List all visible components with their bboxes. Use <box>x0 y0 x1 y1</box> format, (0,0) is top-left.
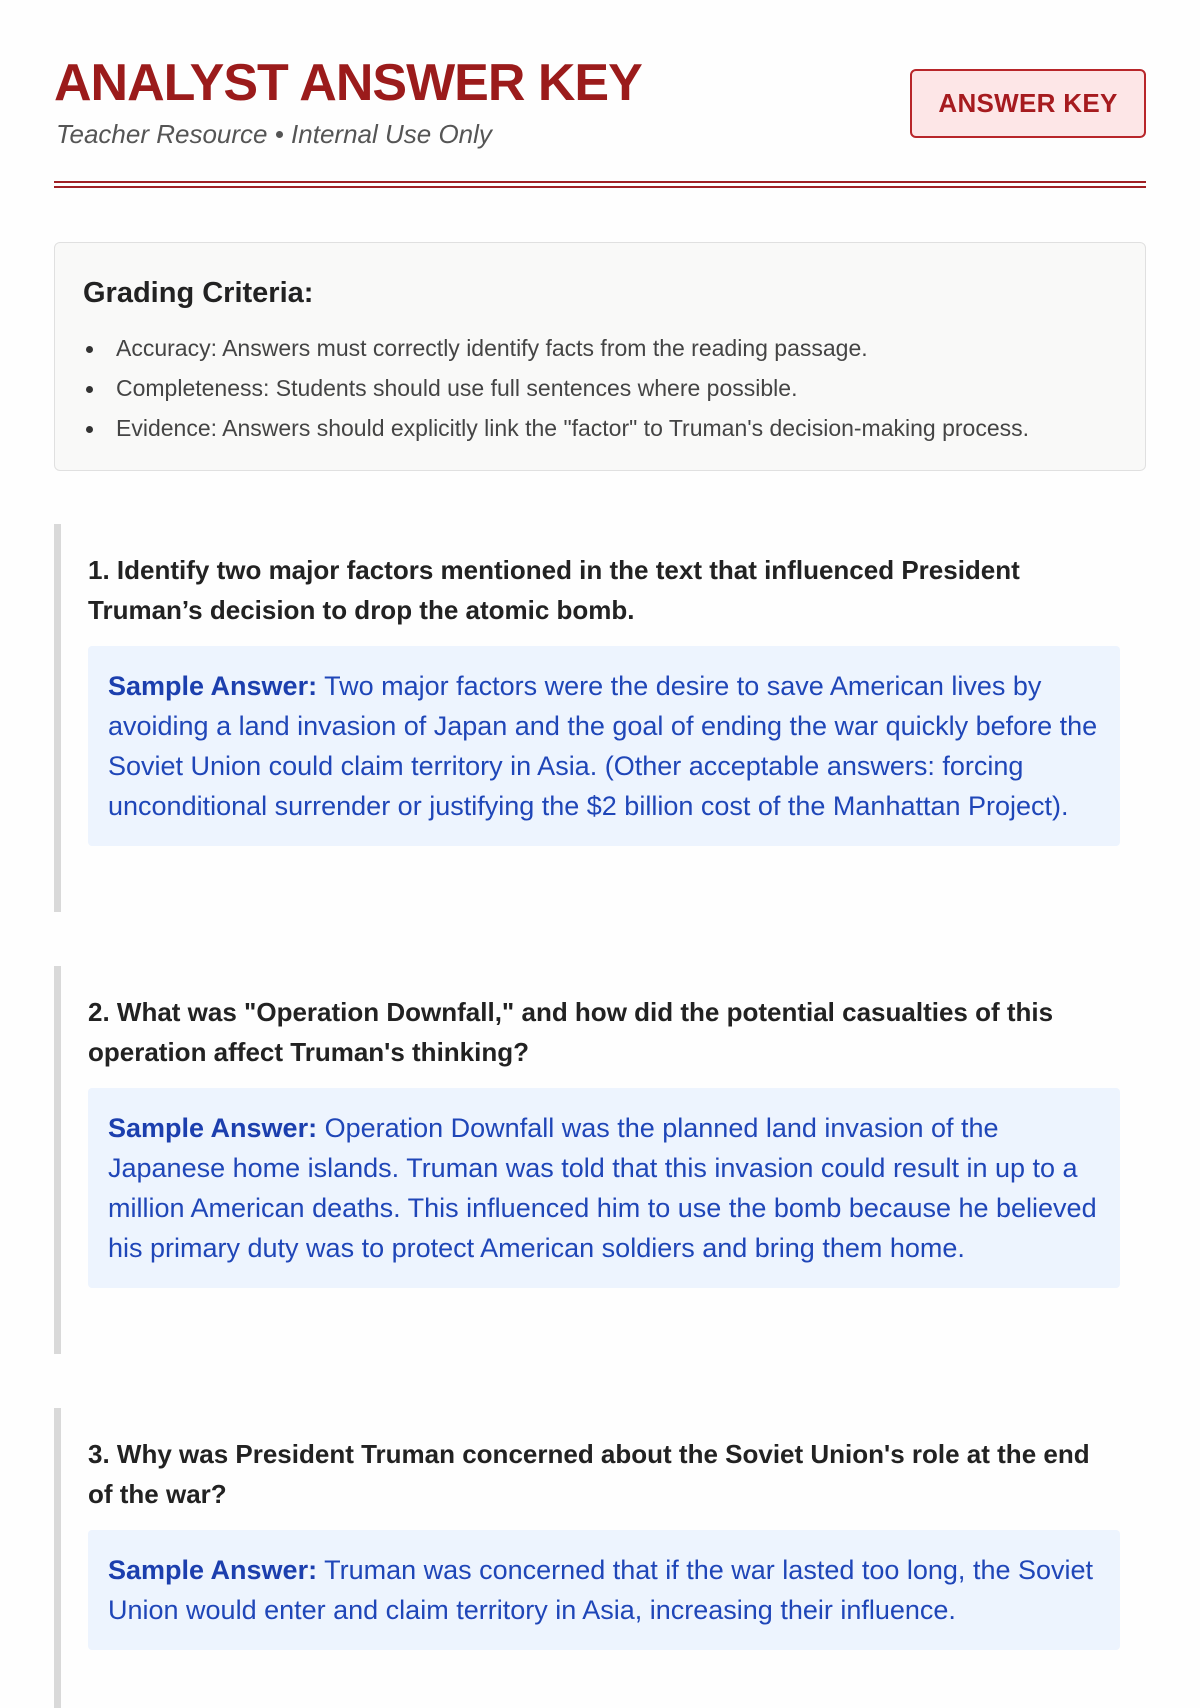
question-text: 3. Why was President Truman concerned about the Soviet Union's role at the end of the war? <box>88 1439 1090 1509</box>
question-block-2 <box>54 966 1146 1354</box>
question-text: 2. What was "Operation Downfall," and how did the potential casualties of this operation affect Truman's thinking? <box>88 997 1054 1067</box>
sample-answer-text: Operation Downfall was the planned land invasion of the Japanese home islands. Truman was told that this invasion could result in up to a million American deaths. This influenced him to use the bomb because he believed his primary duty was to protect American soldiers and bring them home. <box>108 1113 1097 1263</box>
sample-answer-text: Truman was concerned that if the war lasted too long, the Soviet Union would enter and claim territory in Asia, increasing their influence. <box>108 1555 1094 1625</box>
grading-criteria-heading: Grading Criteria: <box>83 277 314 309</box>
criteria-item-accuracy: Accuracy: Answers must correctly identify facts from the reading passage. <box>83 328 1117 368</box>
sample-answer-label: Sample Answer: <box>108 1555 318 1585</box>
page-title: ANALYST ANSWER KEY <box>54 54 642 112</box>
grading-criteria-box <box>54 242 1146 471</box>
sample-answer-text: Two major factors were the desire to save American lives by avoiding a land invasion of Japan and the goal of ending the war quickly before the Soviet Union could claim territory in Asia. (Other acceptable answers: forcing unconditional surrender or justifying the $2 billion cost of the Manhattan Project). <box>108 671 1098 821</box>
page-subtitle: Teacher Resource • Internal Use Only <box>56 119 492 149</box>
sample-answer-box <box>88 1530 1120 1650</box>
grading-criteria-list <box>83 328 1117 448</box>
answer-key-badge: ANSWER KEY <box>910 69 1146 138</box>
sample-answer-box <box>88 646 1120 846</box>
criteria-item-evidence: Evidence: Answers should explicitly link the "factor" to Truman's decision-making process. <box>83 408 1117 448</box>
criteria-item-completeness: Completeness: Students should use full sentences where possible. <box>83 368 1117 408</box>
question-text: 1. Identify two major factors mentioned in the text that influenced President Truman’s decision to drop the atomic bomb. <box>88 555 1020 625</box>
sample-answer-box <box>88 1088 1120 1288</box>
header-divider-top <box>54 181 1146 183</box>
sample-answer-label: Sample Answer: <box>108 671 318 701</box>
sample-answer-label: Sample Answer: <box>108 1113 318 1143</box>
question-block-1 <box>54 524 1146 912</box>
page-header <box>54 0 1146 190</box>
question-block-3 <box>54 1408 1146 1708</box>
header-divider-bottom <box>54 186 1146 188</box>
